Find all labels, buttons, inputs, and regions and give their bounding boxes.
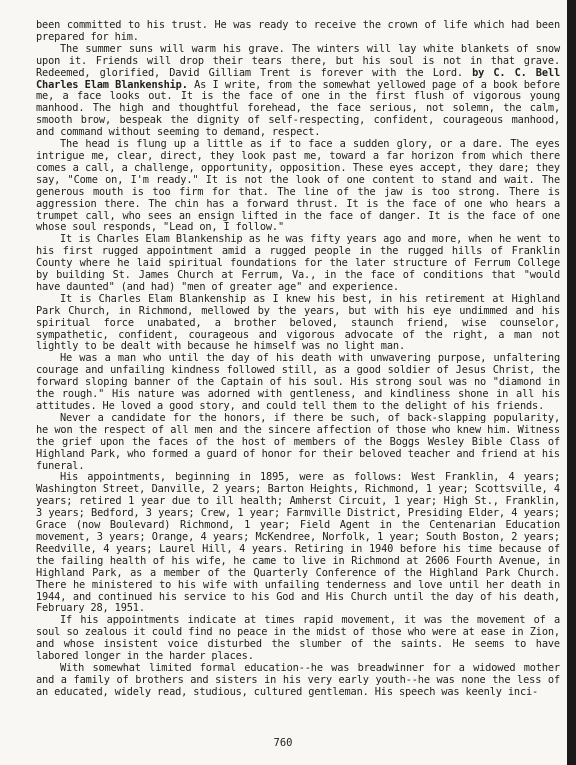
paragraph: It is Charles Elam Blankenship as I knew his best, in his retirement at Highland Park Church, in Richmond, mellowed by the years, but with his eye undimmed and his spiritual force unabated, a brother beloved, staunch friend, wise counselor, sympathetic, confident, courageous and vigorous advocate of the right, a man not lightly to be dealt with because he himself was no light man. [36, 292, 560, 353]
paragraph: Never a candidate for the honors, if there be such, of back-slapping popularity, he won the respect of all men and the sincere affection of those who knew him. Witness the grief upon the faces of the host of members of the Boggs Wesley Bible Class of Highland Park, who formed a guard of honor for their beloved teacher and friend at his funeral. [36, 411, 560, 472]
paragraph: It is Charles Elam Blankenship as he was fifty years ago and more, when he went to his first rugged appointment amid a rugged people in the rugged hills of Franklin County where he laid spiritual foundations for the later structure of Ferrum College by building St. James Church at Ferrum, Va., in the face of conditions that "would have daunted" (and had) "men of greater age" and experience. [36, 233, 560, 293]
paragraph: With somewhat limited formal education--he was breadwinner for a widowed mother and a family of brothers and sisters in his very early youth--he was none the less of an educated, widely read, studious, cultured gentleman. His speech was keenly inci- [36, 661, 560, 698]
paragraph-text: As I write, from the somewhat yellowed page of a book before me, a face looks out. It is the face of one in the first flush of vigorous young manhood. The high and thoughtful forehead, the face serious, not solemn, the calm, smooth brow, bespeak the dignity of self-respecting, confident, courageous manhood, and command without seeming to demand, respect. [36, 78, 560, 139]
paragraph: If his appointments indicate at times rapid movement, it was the movement of a soul so zealous it could find no peace in the midst of those who were at ease in Zion, and whose insistent voice disturbed the slumber of the saints. He seems to have labored longer in the harder places. [36, 614, 560, 663]
paragraph-text: The summer suns will warm his grave. The winters will lay white blankets of snow upon it. Friends will drop their tears there, but his soul is not in that grave. Redeemed, glorified, David Gilliam Trent is forever with the Lord. [36, 42, 560, 79]
article-byline-heading: by C. C. Bell Charles Elam Blankenship. [36, 66, 560, 91]
scan-edge [567, 0, 576, 765]
paragraph: His appointments, beginning in 1895, were as follows: West Franklin, 4 years; Washington Street, Danville, 2 years; Barton Heights, Richmond, 1 year; Scottsville, 4 years; retired 1 year due to ill health; Amherst Circuit, 1 year; High St., Franklin, 3 years; Bedford, 3 years; Crew, 1 year; Farmville District, Presiding Elder, 4 years; Grace (now Boulevard) Richmond, 1 year; Field Agent in the Centenarian Education movement, 3 years; Orange, 4 years; McKendree, Norfolk, 1 year; South Boston, 2 years; Reedville, 4 years; Laurel Hill, 4 years. Retiring in 1940 before his time because of the failing health of his wife, he came to live in Richmond at 2606 Fourth Avenue, in Highland Park, as a member of the Quarterly Conference of the Highland Park Church. There he ministered to his wife with unfailing tenderness and love until her death in 1944, and continued his service to his God and His Church until the day of his death, February 28, 1951. [36, 471, 560, 615]
document-body [36, 20, 560, 699]
paragraph: The head is flung up a little as if to face a sudden glory, or a dare. The eyes intrigue me, clear, direct, they look past me, toward a far horizon from which there comes a call, a challenge, opportunity, opposition. These eyes accept, they dare; they say, "Come on, I'm ready." It is not the look of one content to stand and wait. The generous mouth is too firm for that. The line of the jaw is too strong. There is aggression there. The chin has a forward thrust. It is the face of one who hears a trumpet call, who sees an ensign lifted in the face of danger. It is the face of one whose soul responds, "Lead on, I follow." [36, 138, 560, 234]
paragraph [36, 44, 560, 139]
paragraph: He was a man who until the day of his death with unwavering purpose, unfaltering courage and unfailing kindness followed still, as a good soldier of Jesus Christ, the forward sloping banner of the Captain of his soul. His strong soul was no "diamond in the rough." His nature was adorned with gentleness, and kindliness shone in all his attitudes. He loved a good story, and could tell them to the delight of his friends. [36, 352, 560, 412]
paragraph: been committed to his trust. He was ready to receive the crown of life which had been prepared for him. [36, 19, 560, 43]
page-number: 760 [273, 737, 293, 749]
